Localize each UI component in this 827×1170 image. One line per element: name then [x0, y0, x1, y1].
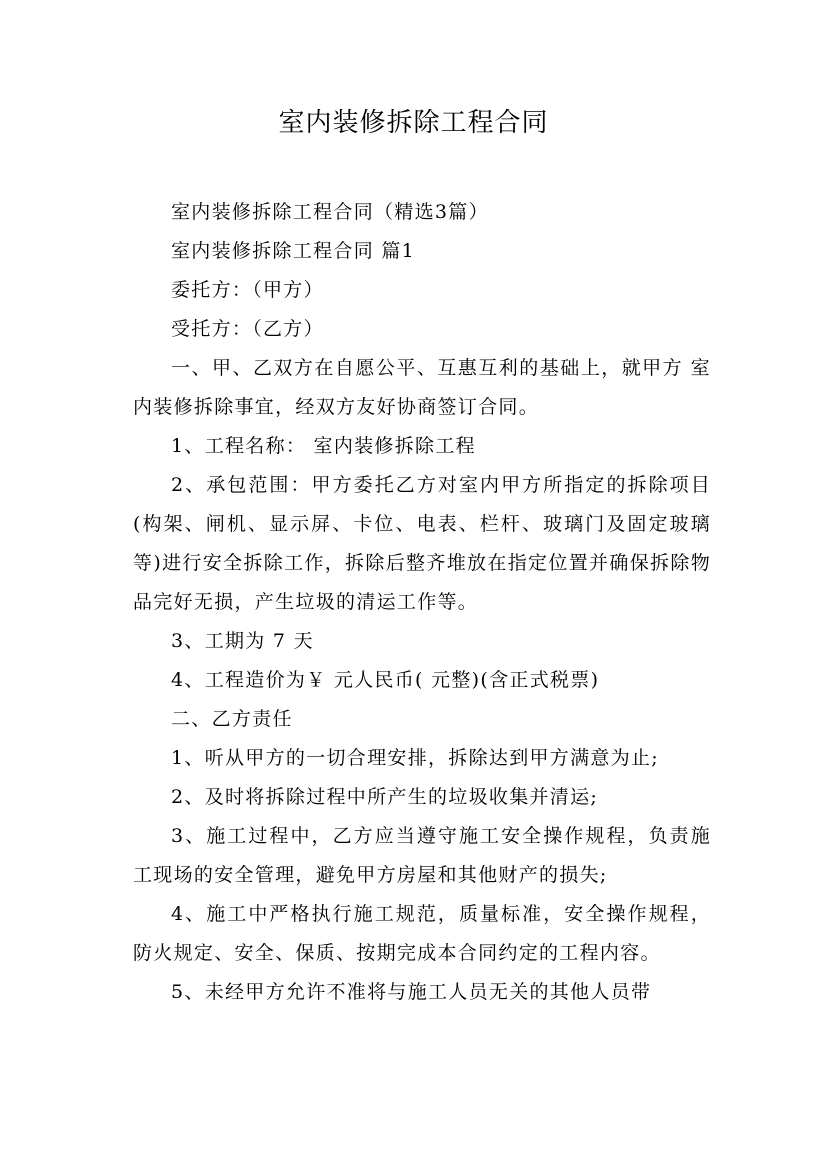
document-title: 室内装修拆除工程合同 [278, 108, 549, 138]
paragraph: 室内装修拆除工程合同 篇1 [171, 240, 416, 262]
paragraph: 一、甲、乙双方在自愿公平、互惠互利的基础上，就甲方 室内装修拆除事宜，经双方友好协商签订合同。 [133, 357, 711, 418]
paragraph: 委托方：（甲方） [171, 279, 324, 301]
paragraph: 室内装修拆除工程合同（精选3篇） [171, 201, 489, 223]
paragraph: 2、及时将拆除过程中所产生的垃圾收集并清运; [171, 786, 599, 808]
paragraph: 4、施工中严格执行施工规范，质量标准，安全操作规程，防火规定、安全、保质、按期完成本合同约定的工程内容。 [133, 903, 711, 964]
paragraph: 4、工程造价为￥ 元人民币( 元整)(含正式税票) [171, 669, 600, 691]
paragraph: 5、未经甲方允许不准将与施工人员无关的其他人员带 [171, 981, 652, 1003]
paragraph: 受托方：（乙方） [171, 318, 324, 340]
paragraph: 3、工期为 7 天 [171, 630, 314, 652]
paragraph: 1、听从甲方的一切合理安排，拆除达到甲方满意为止; [171, 747, 659, 769]
paragraph: 1、工程名称： 室内装修拆除工程 [171, 435, 476, 457]
paragraph: 2、承包范围：甲方委托乙方对室内甲方所指定的拆除项目(构架、闸机、显示屏、卡位、电表、栏杆、玻璃门及固定玻璃等)进行安全拆除工作，拆除后整齐堆放在指定位置并确保拆除物品完好无损，产生垃圾的清运工作等。 [133, 474, 711, 613]
paragraph: 二、乙方责任 [171, 708, 293, 730]
paragraph: 3、施工过程中，乙方应当遵守施工安全操作规程，负责施工现场的安全管理，避免甲方房屋和其他财产的损失; [133, 825, 711, 886]
document-body [133, 193, 711, 1012]
